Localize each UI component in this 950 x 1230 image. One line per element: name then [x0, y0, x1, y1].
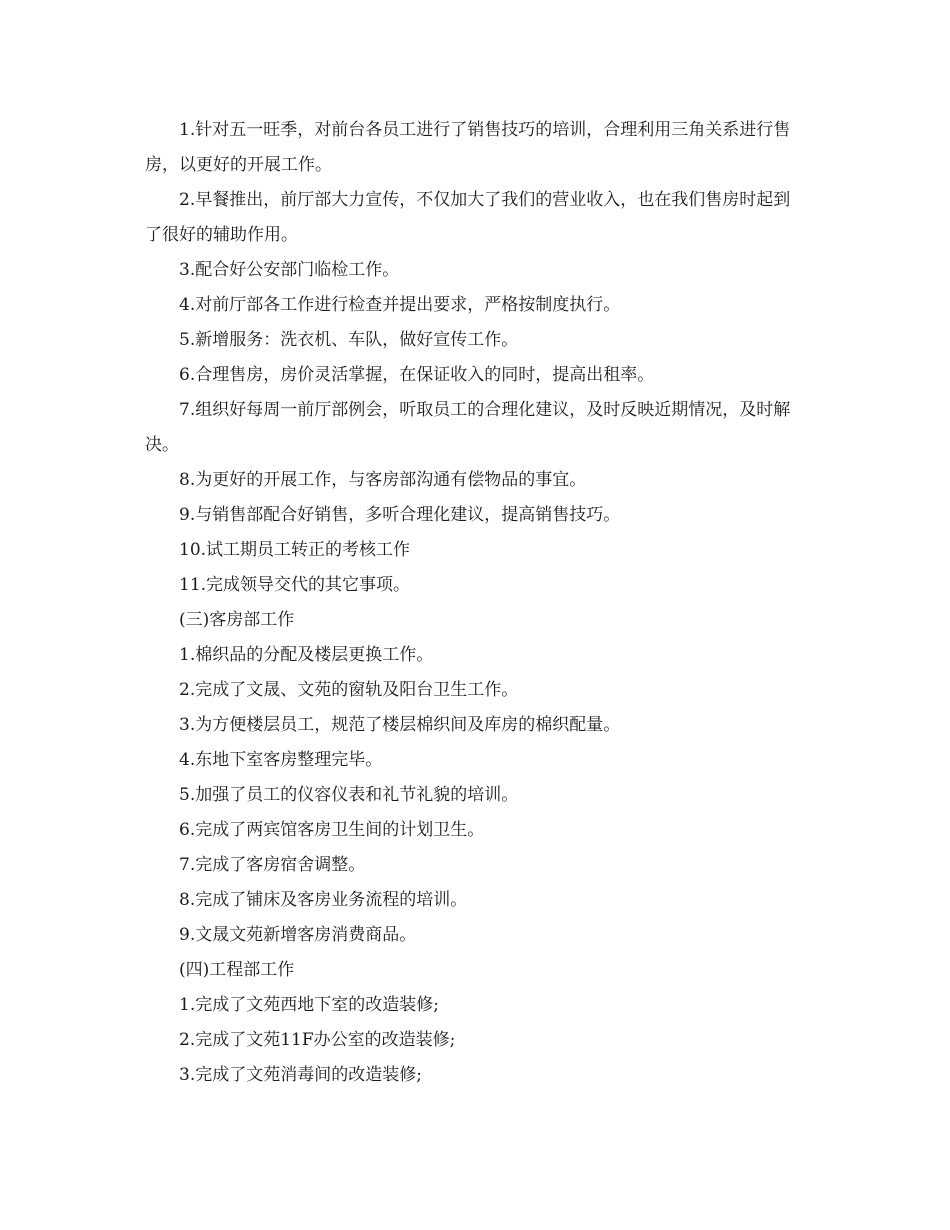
paragraph-front-desk-item-6: 6.合理售房，房价灵活掌握，在保证收入的同时，提高出租率。	[179, 365, 655, 385]
paragraph-engineering-item-1: 1.完成了文苑西地下室的改造装修;	[179, 995, 439, 1015]
paragraph-housekeeping-item-1: 1.棉织品的分配及楼层更换工作。	[179, 645, 434, 665]
paragraph-front-desk-item-8: 8.为更好的开展工作，与客房部沟通有偿物品的事宜。	[179, 470, 587, 490]
paragraph-housekeeping-item-8: 8.完成了铺床及客房业务流程的培训。	[179, 890, 468, 910]
section-heading-engineering: (四)工程部工作	[179, 960, 295, 980]
paragraph-housekeeping-item-2: 2.完成了文晟、文苑的窗轨及阳台卫生工作。	[179, 680, 519, 700]
paragraph-front-desk-item-10: 10.试工期员工转正的考核工作	[179, 540, 411, 560]
paragraph-housekeeping-item-4: 4.东地下室客房整理完毕。	[179, 750, 383, 770]
paragraph-housekeeping-item-3: 3.为方便楼层员工，规范了楼层棉织间及库房的棉织配量。	[179, 715, 621, 735]
paragraph-front-desk-item-5: 5.新增服务：洗衣机、车队，做好宣传工作。	[179, 330, 519, 350]
document-body	[145, 113, 805, 1093]
paragraph-front-desk-item-2: 2.早餐推出，前厅部大力宣传，不仅加大了我们的营业收入，也在我们售房时起到了很好的辅助作用。	[145, 190, 791, 245]
paragraph-engineering-item-3: 3.完成了文苑消毒间的改造装修;	[179, 1065, 422, 1085]
paragraph-front-desk-item-7: 7.组织好每周一前厅部例会，听取员工的合理化建议，及时反映近期情况，及时解决。	[145, 400, 791, 455]
section-heading-housekeeping: (三)客房部工作	[179, 610, 295, 630]
paragraph-front-desk-item-1: 1.针对五一旺季，对前台各员工进行了销售技巧的培训，合理利用三角关系进行售房，以更好的开展工作。	[145, 120, 791, 175]
paragraph-housekeeping-item-5: 5.加强了员工的仪容仪表和礼节礼貌的培训。	[179, 785, 519, 805]
paragraph-front-desk-item-3: 3.配合好公安部门临检工作。	[179, 260, 400, 280]
paragraph-housekeeping-item-6: 6.完成了两宾馆客房卫生间的计划卫生。	[179, 820, 485, 840]
paragraph-front-desk-item-11: 11.完成领导交代的其它事项。	[179, 575, 411, 595]
paragraph-housekeeping-item-7: 7.完成了客房宿舍调整。	[179, 855, 366, 875]
paragraph-housekeeping-item-9: 9.文晟文苑新增客房消费商品。	[179, 925, 417, 945]
paragraph-front-desk-item-4: 4.对前厅部各工作进行检查并提出要求，严格按制度执行。	[179, 295, 621, 315]
paragraph-engineering-item-2: 2.完成了文苑11F办公室的改造装修;	[179, 1030, 456, 1050]
paragraph-front-desk-item-9: 9.与销售部配合好销售，多听合理化建议，提高销售技巧。	[179, 505, 621, 525]
